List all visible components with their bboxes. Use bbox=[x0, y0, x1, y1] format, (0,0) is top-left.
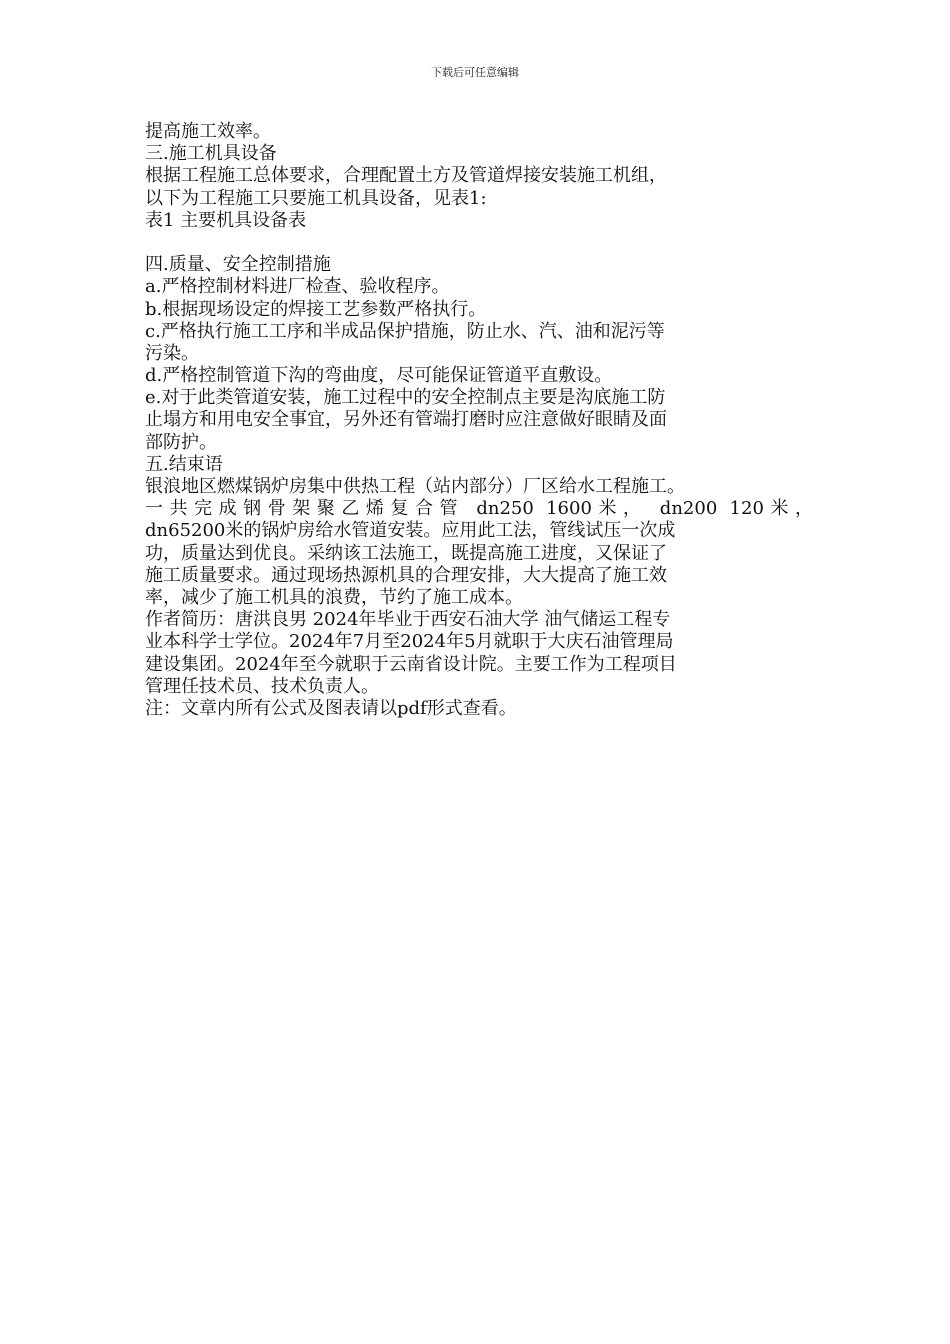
document-body bbox=[145, 121, 813, 720]
list-item-continuation: 污染。 bbox=[145, 342, 199, 364]
paragraph-line: dn65200米的锅炉房给水管道安装。应用此工法，管线试压一次成 bbox=[145, 520, 676, 542]
table-caption: 表1 主要机具设备表 bbox=[145, 209, 307, 231]
paragraph-line: 提高施工效率。 bbox=[145, 121, 271, 142]
author-bio-line: 业本科学士学位。2024年7月至2024年5月就职于大庆石油管理局 bbox=[145, 631, 674, 653]
list-item: a.严格控制材料进厂检查、验收程序。 bbox=[145, 276, 450, 298]
paragraph-line: 功，质量达到优良。采纳该工法施工，既提高施工进度，又保证了 bbox=[145, 542, 667, 564]
section-heading: 三.施工机具设备 bbox=[145, 143, 277, 165]
page-header: 下载后可任意编辑 bbox=[431, 66, 519, 79]
author-bio-line: 建设集团。2024年至今就职于云南省设计院。主要工作为工程项目 bbox=[145, 653, 677, 675]
blank-line bbox=[145, 232, 813, 254]
list-item-continuation: 止塌方和用电安全事宜，另外还有管端打磨时应注意做好眼睛及面 bbox=[145, 409, 667, 431]
list-item: d.严格控制管道下沟的弯曲度，尽可能保证管道平直敷设。 bbox=[145, 365, 613, 387]
list-item: b.根据现场设定的焊接工艺参数严格执行。 bbox=[145, 298, 487, 320]
section-heading: 五.结束语 bbox=[145, 453, 223, 475]
list-item-continuation: 部防护。 bbox=[145, 431, 217, 453]
section-heading: 四.质量、安全控制措施 bbox=[145, 254, 331, 276]
footnote: 注：文章内所有公式及图表请以pdf形式查看。 bbox=[145, 697, 517, 719]
paragraph-line: 施工质量要求。通过现场热源机具的合理安排，大大提高了施工效 bbox=[145, 564, 667, 586]
paragraph-line: 以下为工程施工只要施工机具设备，见表1: bbox=[145, 187, 487, 209]
list-item: e.对于此类管道安装，施工过程中的安全控制点主要是沟底施工防 bbox=[145, 387, 666, 409]
author-bio-line: 作者简历：唐洪良男 2024年毕业于西安石油大学 油气储运工程专 bbox=[145, 609, 671, 631]
paragraph-line: 银浪地区燃煤锅炉房集中供热工程（站内部分）厂区给水工程施工。 bbox=[145, 476, 685, 497]
paragraph-line: 一共完成钢骨架聚乙烯复合管 dn250 1600米， dn200 120米， bbox=[145, 498, 813, 520]
author-bio-line: 管理任技术员、技术负责人。 bbox=[145, 675, 379, 697]
list-item: c.严格执行施工工序和半成品保护措施，防止水、汽、油和泥污等 bbox=[145, 320, 665, 342]
paragraph-line: 率，减少了施工机具的浪费，节约了施工成本。 bbox=[145, 586, 523, 608]
paragraph-line: 根据工程施工总体要求，合理配置土方及管道焊接安装施工机组， bbox=[145, 165, 667, 187]
